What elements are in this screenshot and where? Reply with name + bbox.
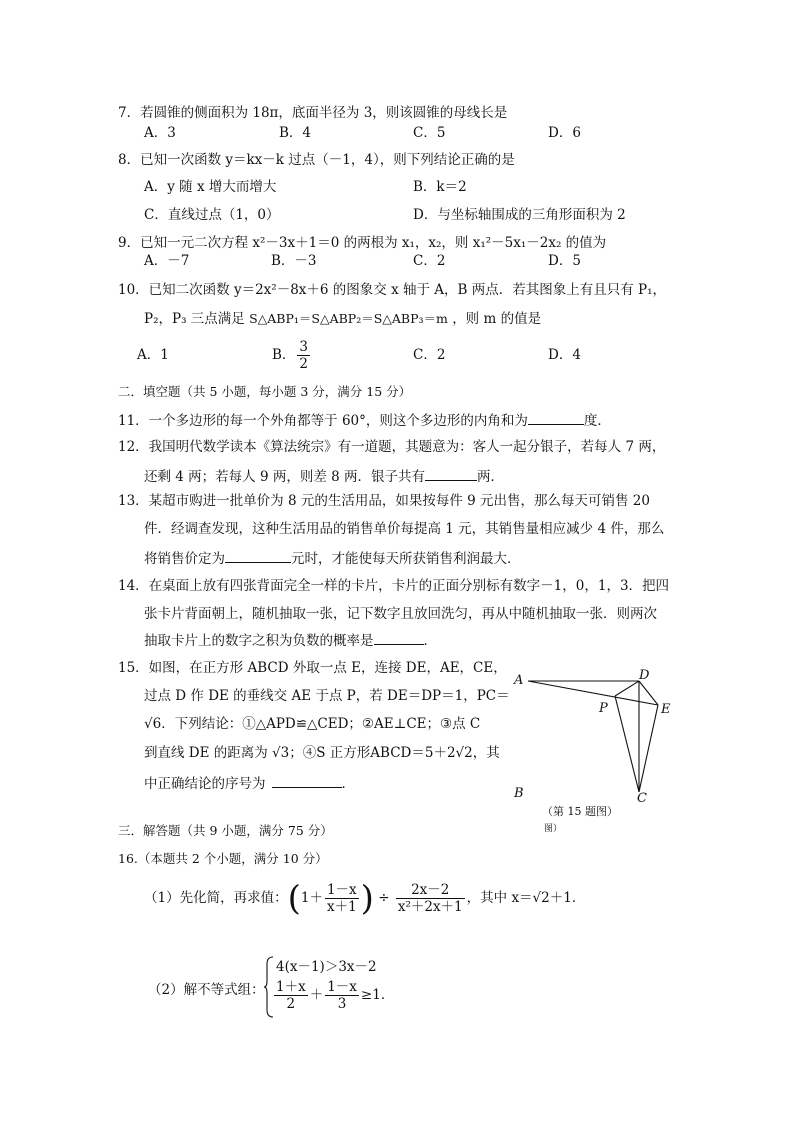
frac-numerator: 1＋x bbox=[276, 979, 306, 995]
frac-denominator: x²＋2x＋1 bbox=[397, 899, 463, 915]
frac-numerator: 3 bbox=[299, 339, 309, 355]
segment-EC bbox=[639, 705, 658, 792]
q10-option-c: C．2 bbox=[413, 347, 446, 363]
q13-line3-b: 元时，才能使每天所获销售利润最大． bbox=[291, 551, 521, 567]
q12-line2 bbox=[144, 466, 504, 486]
q14-line2: 张卡片背面朝上，随机抽取一张，记下数字且放回洗匀，再从中随机抽取一张．则两次 bbox=[144, 606, 657, 622]
q16-ineq2-fraction-2 bbox=[325, 979, 359, 1012]
q16-ineq2-fraction-1 bbox=[274, 979, 308, 1012]
q10-area-equation: S△ABP₁＝S△ABP₂＝S△ABP₃＝m bbox=[249, 311, 448, 326]
q11-text-b: 度． bbox=[583, 413, 611, 429]
frac-denominator: 3 bbox=[337, 996, 347, 1012]
q14-answer-blank bbox=[374, 630, 424, 645]
point-label-D: D bbox=[639, 668, 650, 683]
q16-heading: 16.（本题共 2 个小题，满分 10 分） bbox=[118, 851, 328, 866]
q16-part1-fraction-2 bbox=[396, 882, 465, 915]
point-label-P: P bbox=[599, 701, 608, 716]
frac-numerator: 1－x bbox=[327, 979, 357, 995]
frac-numerator: 2x－2 bbox=[396, 882, 465, 899]
q10-stem-line2 bbox=[144, 310, 541, 328]
q15-line5 bbox=[144, 773, 355, 793]
plus-sign: ＋ bbox=[309, 987, 324, 1003]
q10-option-b-fraction bbox=[297, 339, 310, 372]
q9-option-c: C．2 bbox=[413, 253, 446, 269]
q14-line3-a: 抽取卡片上的数字之积为负数的概率是 bbox=[144, 633, 374, 649]
q16-part2-label: （2）解不等式组： bbox=[148, 982, 265, 998]
q15-line3: √6．下列结论：①△APD≌△CED；②AE⊥CE；③点 C bbox=[144, 716, 481, 732]
q10-stem-line2-a: P₂，P₃ 三点满足 bbox=[144, 311, 245, 327]
segment-DE bbox=[639, 681, 658, 705]
q11 bbox=[118, 410, 611, 430]
q12-line2-a: 还剩 4 两；若每人 9 两，则差 8 两．银子共有 bbox=[144, 469, 426, 485]
q12-line2-b: 两． bbox=[477, 469, 505, 485]
q12-line1: 12．我国明代数学读本《算法统宗》有一道题，其题意为：客人一起分银子，若每人 7 两， bbox=[118, 439, 666, 455]
q15-line2: 过点 D 作 DE 的垂线交 AE 于点 P，若 DE＝DP＝1，PC＝ bbox=[144, 688, 510, 704]
q16-inequality-1: 4(x－1)＞3x－2 bbox=[276, 959, 377, 975]
q11-answer-blank bbox=[528, 410, 584, 425]
q8-option-a: A．y 随 x 增大而增大 bbox=[144, 179, 277, 195]
q15-answer-blank bbox=[272, 773, 342, 788]
frac-denominator: x＋1 bbox=[326, 899, 357, 915]
q7-option-c: C．5 bbox=[413, 125, 446, 141]
q13-answer-blank bbox=[225, 548, 291, 563]
q13-line2: 件．经调查发现，这种生活用品的销售单价每提高 1 元，其销售量相应减少 4 件，那么 bbox=[144, 521, 665, 537]
ge-one: ≥1 bbox=[360, 987, 381, 1003]
point-label-A: A bbox=[514, 673, 524, 688]
q8-option-b: B．k＝2 bbox=[413, 179, 467, 195]
q9-option-d: D．5 bbox=[548, 253, 581, 269]
segment-PC bbox=[615, 696, 639, 792]
point-label-C: C bbox=[637, 791, 647, 806]
q16-part1 bbox=[144, 878, 585, 919]
q16-part1-fraction-1 bbox=[325, 882, 359, 915]
q14-line1: 14．在桌面上放有四张背面完全一样的卡片，卡片的正面分别标有数字－1，0，1，3．把四 bbox=[118, 578, 670, 594]
q11-text-a: 11．一个多边形的每一个外角都等于 60°，则这个多边形的内角和为 bbox=[118, 413, 528, 429]
left-paren: ( bbox=[287, 878, 301, 919]
q10-stem-line1: 10．已知二次函数 y＝2x²－8x＋6 的图象交 x 轴于 A，B 两点．若其图象上有且只有 P₁， bbox=[118, 282, 667, 298]
q9-option-b: B．－3 bbox=[271, 253, 317, 269]
q16-part1-label: （1）先化简，再求值： bbox=[144, 890, 288, 906]
q13-line1: 13．某超市购进一批单价为 8 元的生活用品，如果按每件 9 元出售，那么每天可销售 20 bbox=[118, 493, 650, 509]
q8-stem: 8．已知一次函数 y＝kx－k 过点（－1，4），则下列结论正确的是 bbox=[118, 152, 515, 168]
frac-numerator: 1－x bbox=[326, 882, 357, 898]
q13-line3-a: 将销售价定为 bbox=[144, 551, 225, 567]
q9-option-a: A．－7 bbox=[144, 253, 190, 269]
segment-DP bbox=[615, 681, 639, 696]
period: ． bbox=[380, 987, 395, 1003]
q16-part1-lead: 1＋ bbox=[300, 890, 323, 906]
q15-line5-a: 中正确结论的序号为 bbox=[144, 776, 266, 792]
section-2-heading: 二．填空题（共 5 小题，每小题 3 分，满分 15 分） bbox=[118, 384, 412, 399]
q7-option-b: B．4 bbox=[279, 125, 312, 141]
right-paren: ) bbox=[360, 878, 374, 919]
q15-line1: 15．如图，在正方形 ABCD 外取一点 E，连接 DE，AE，CE， bbox=[118, 660, 507, 676]
figure-caption: （第 15 题图） bbox=[542, 805, 618, 818]
q8-option-c: C．直线过点（1，0） bbox=[144, 207, 280, 223]
q12-answer-blank bbox=[425, 466, 477, 481]
q14-line3-b: ． bbox=[423, 633, 437, 649]
q10-option-a: A．1 bbox=[137, 347, 169, 363]
q10-option-b-label: B． bbox=[272, 347, 296, 363]
q7-option-a: A．3 bbox=[144, 125, 176, 141]
section-3-heading: 三．解答题（共 9 小题，满分 75 分） bbox=[118, 823, 333, 838]
q7-stem: 7．若圆锥的侧面积为 18π，底面半径为 3，则该圆锥的母线长是 bbox=[118, 105, 508, 121]
q16-inequality-2 bbox=[272, 977, 394, 1013]
frac-denominator: 2 bbox=[286, 996, 296, 1012]
q15-line5-b: ． bbox=[341, 776, 355, 792]
q14-line3 bbox=[144, 630, 437, 650]
q10-stem-line2-c: ，则 m 的值是 bbox=[452, 311, 542, 327]
q9-stem: 9．已知一元二次方程 x²－3x＋1＝0 的两根为 x₁，x₂，则 x₁²－5x₁－2x₂ 的值为 bbox=[118, 235, 607, 251]
q15-figure bbox=[508, 662, 698, 834]
frac-denominator: 2 bbox=[299, 356, 309, 372]
q8-option-d: D．与坐标轴围成的三角形面积为 2 bbox=[413, 207, 626, 223]
figure-caption-fragment: 图） bbox=[544, 824, 563, 834]
q7-option-d: D．6 bbox=[548, 125, 581, 141]
q16-part1-tail: ，其中 x＝√2＋1． bbox=[466, 890, 586, 906]
q13-line3 bbox=[144, 548, 521, 568]
q15-line4: 到直线 DE 的距离为 √3；④S 正方形ABCD＝5＋2√2，其 bbox=[144, 745, 500, 761]
q10-option-d: D．4 bbox=[548, 347, 581, 363]
q10-option-b bbox=[272, 338, 312, 372]
point-label-B: B bbox=[514, 786, 524, 801]
q16-part1-divide: ÷ bbox=[378, 890, 390, 906]
point-label-E: E bbox=[661, 702, 671, 717]
